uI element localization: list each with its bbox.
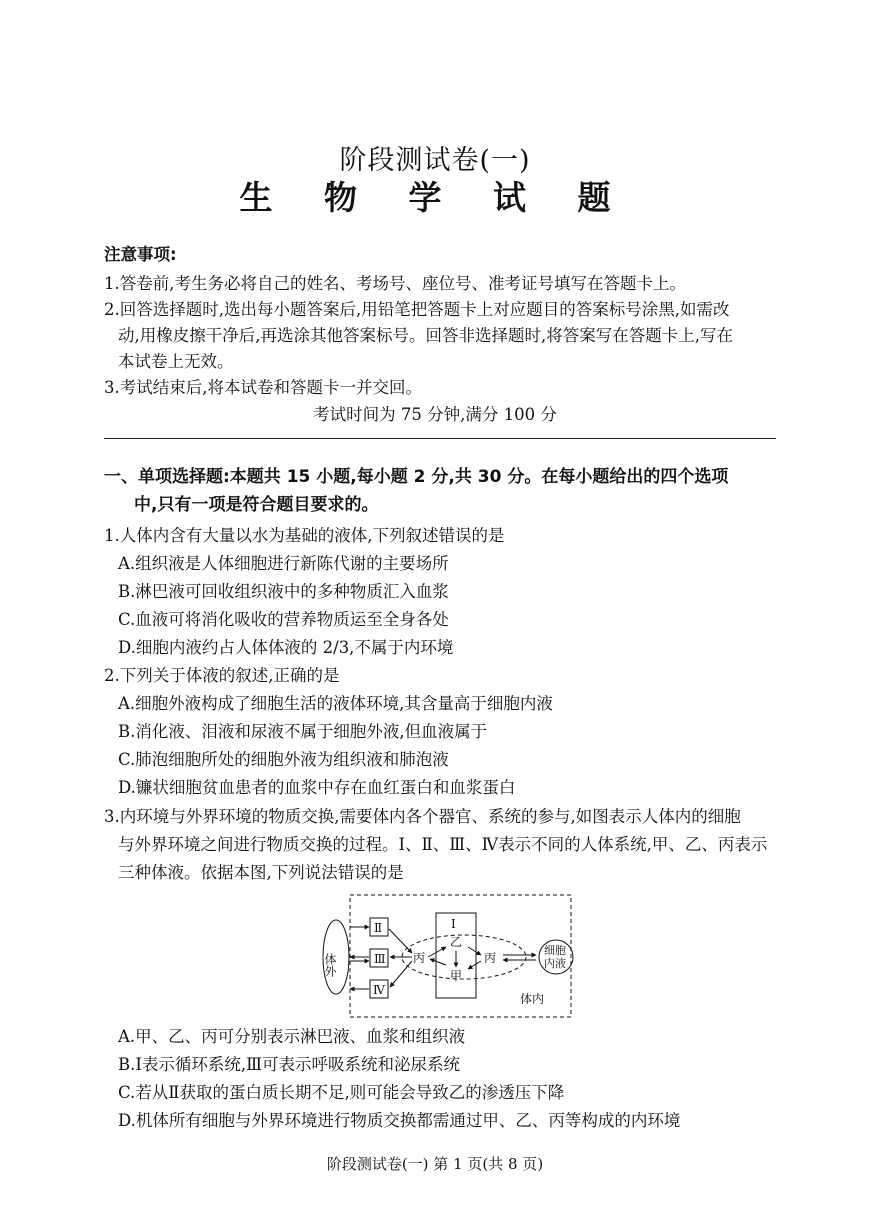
exam-series-title: 阶段测试卷(一): [339, 145, 531, 176]
q2-option-a: A.细胞外液构成了细胞生活的液体环境,其含量高于细胞内液: [118, 694, 553, 713]
q2-stem: 2.下列关于体液的叙述,正确的是: [104, 666, 340, 685]
fluid-bing-right-label: 丙: [484, 951, 497, 965]
section-1-title-line-2: 中,只有一项是符合题目要求的。: [134, 495, 379, 515]
subject-title: 生 物 学 试 题: [239, 178, 631, 217]
q3-option-a: A.甲、乙、丙可分别表示淋巴液、血浆和组织液: [118, 1027, 466, 1046]
q3-option-c: C.若从Ⅱ获取的蛋白质长期不足,则可能会导致乙的渗透压下降: [118, 1083, 565, 1102]
fluid-jia-label: 甲: [450, 969, 463, 983]
q1-option-c: C.血液可将消化吸收的营养物质运至全身各处: [118, 610, 449, 629]
notice-item-2-line-1: 2.回答选择题时,选出每小题答案后,用铅笔把答题卡上对应题目的答案标号涂黑,如需改: [104, 300, 730, 319]
system-3-label: Ⅲ: [374, 952, 386, 966]
system-2-label: Ⅱ: [374, 921, 383, 935]
divider-line: [104, 438, 776, 439]
page-footer: 阶段测试卷(一) 第 1 页(共 8 页): [326, 1155, 544, 1173]
q3-option-d: D.机体所有细胞与外界环境进行物质交换都需通过甲、乙、丙等构成的内环境: [118, 1111, 681, 1130]
q1-option-b: B.淋巴液可回收组织液中的多种物质汇入血浆: [118, 582, 449, 601]
cell-label-line-1: 细胞: [544, 944, 566, 957]
exam-time-info: 考试时间为 75 分钟,满分 100 分: [313, 405, 557, 424]
notice-item-3: 3.考试结束后,将本试卷和答题卡一并交回。: [104, 378, 422, 397]
notice-title: 注意事项:: [104, 245, 177, 264]
fluid-bing-left-label: 丙: [413, 951, 426, 965]
q3-stem-line-3: 三种体液。依据本图,下列说法错误的是: [118, 863, 404, 882]
q1-option-a: A.组织液是人体细胞进行新陈代谢的主要场所: [118, 554, 449, 573]
cell-label-line-2: 内液: [544, 957, 566, 970]
system-1-label: Ⅰ: [451, 917, 456, 931]
outside-label-top: 体外: [323, 953, 337, 977]
notice-item-2-line-2: 动,用橡皮擦干净后,再选涂其他答案标号。回答非选择题时,将答案写在答题卡上,写在: [118, 326, 733, 345]
q3-option-b: B.Ⅰ表示循环系统,Ⅲ可表示呼吸系统和泌尿系统: [118, 1055, 461, 1074]
notice-item-1: 1.答卷前,考生务必将自己的姓名、考场号、座位号、准考证号填写在答题卡上。: [104, 274, 686, 293]
q2-option-c: C.肺泡细胞所处的细胞外液为组织液和肺泡液: [118, 750, 449, 769]
section-1-title-line-1: 一、单项选择题:本题共 15 小题,每小题 2 分,共 30 分。在每小题给出的四个选项: [104, 467, 729, 487]
inside-label: 体内: [520, 992, 545, 1006]
fluid-yi-label: 乙: [450, 935, 463, 949]
q3-stem-line-1: 3.内环境与外界环境的物质交换,需要体内各个器官、系统的参与,如图表示人体内的细胞: [104, 807, 741, 826]
q1-stem: 1.人体内含有大量以水为基础的液体,下列叙述错误的是: [104, 526, 505, 545]
exchange-diagram: [318, 893, 574, 1020]
system-4-label: Ⅳ: [373, 983, 385, 997]
q2-option-d: D.镰状细胞贫血患者的血浆中存在血红蛋白和血浆蛋白: [118, 778, 516, 797]
q1-option-d: D.细胞内液约占人体体液的 2/3,不属于内环境: [118, 638, 454, 657]
notice-item-2-line-3: 本试卷上无效。: [118, 352, 234, 371]
q3-stem-line-2: 与外界环境之间进行物质交换的过程。Ⅰ、Ⅱ、Ⅲ、Ⅳ表示不同的人体系统,甲、乙、丙表示: [118, 835, 768, 854]
q2-option-b: B.消化液、泪液和尿液不属于细胞外液,但血液属于: [118, 722, 488, 741]
